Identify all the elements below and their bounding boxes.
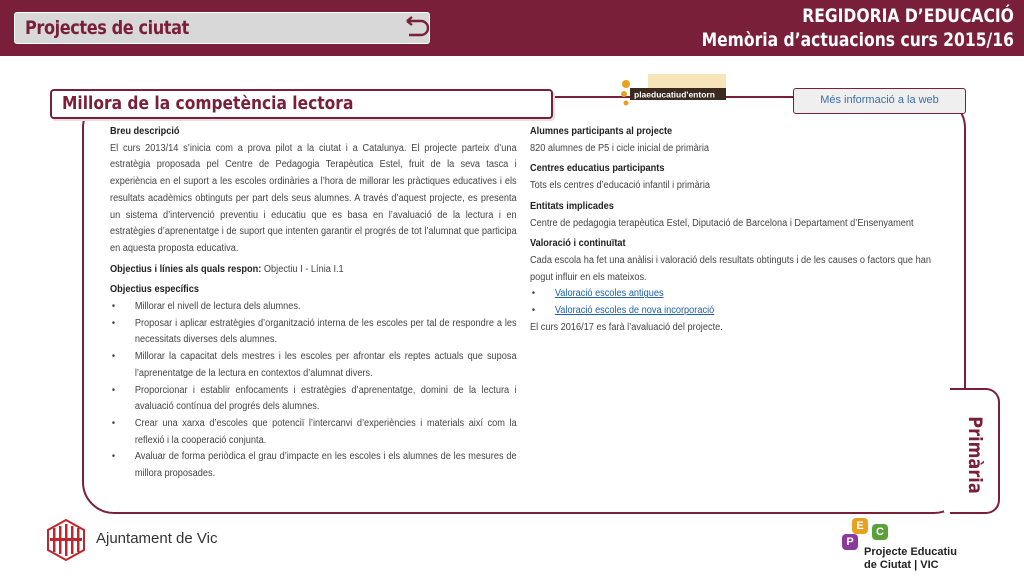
objectives-line	[110, 262, 517, 279]
return-arrow-icon[interactable]	[401, 15, 431, 43]
description-text: El curs 2013/14 s’inicia com a prova pilot a la ciutat i a Catalunya. El projecte parteix d’una estratègia proposada pel Centre de Pedagogia Terapèutica Estel, fruit de la seva tasca i experiència en el suport a les escoles ordinàries a l’hora de millorar les pràctiques educatives i els resultats acadèmics obtinguts per part dels seus alumnes. A través d’aquest projecte, es presenta un sistema d’intervenció preventiu i educatiu que es basa en l’avaluació de la lectura i en estratègies d’aprenentatge i de suport que intenten garantir el progrés de tot l’alumnat que participa en aquesta proposta educativa.	[110, 142, 517, 254]
side-tab-label-box	[962, 416, 988, 494]
list-item: • Avaluar de forma periòdica el grau d’impacte en les escoles i els alumnes de les mesures de millora proposades.	[110, 449, 517, 482]
valuation-text: Cada escola ha fet una anàlisi i valoració dels resultats obtinguts i de les causes o factors que han pogut influir en els mateixos.	[530, 254, 931, 283]
specific-objectives-list	[110, 299, 517, 483]
link-item	[530, 286, 935, 303]
org-name: REGIDORIA D’EDUCACIÓ	[802, 5, 1014, 27]
pec-logo	[838, 516, 988, 574]
left-column	[110, 124, 517, 483]
specific-objectives-heading: Objectius específics	[110, 284, 199, 296]
entities-text: Centre de pedagogia terapèutica Estel, Diputació de Barcelona i Departament d’Ensenyament	[530, 217, 914, 229]
projects-title-box	[14, 12, 430, 44]
pec-text	[864, 546, 957, 572]
entities-heading: Entitats implicades	[530, 200, 614, 212]
new-schools-link[interactable]: Valoració escoles de nova incorporació	[554, 305, 715, 317]
pec-letter-c: C	[872, 524, 888, 540]
pec-letter-e: E	[852, 518, 868, 534]
objectives-value: Objectiu I - Línia I.1	[263, 263, 344, 275]
participants-heading: Alumnes participants al projecte	[530, 126, 673, 137]
pec-letter-p: P	[842, 534, 858, 550]
link-item	[530, 303, 935, 320]
description-heading: Breu descripció	[110, 126, 180, 137]
side-tab-label: Primària	[964, 416, 986, 494]
closing-text: El curs 2016/17 es farà l’avaluació del projecte.	[530, 321, 723, 333]
more-info-web-link[interactable]: Més informació a la web	[793, 88, 966, 114]
list-item: • Millorar el nivell de lectura dels alumnes.	[110, 299, 517, 316]
pec-line1: Projecte Educatiu	[864, 546, 957, 558]
list-item: • Crear una xarxa d’escoles que potenciï l’intercanvi d’experiències i materials així com la reflexió i la cooperació conjunta.	[110, 416, 517, 449]
report-subtitle: Memòria d’actuacions curs 2015/16	[701, 29, 1014, 51]
vic-shield-icon	[44, 518, 88, 562]
page-title: Projectes de ciutat	[25, 17, 189, 39]
pec-line2: de Ciutat | VIC	[864, 559, 939, 571]
list-item: • Millorar la capacitat dels mestres i les escoles per afrontar els reptes actuals que suposa l’aprenentatge de la lectura en contextos d’alumnat divers.	[110, 349, 517, 382]
list-item: • Proposar i aplicar estratègies d’organització interna de les escoles per tal de respondre a les necessitats diverses dels alumnes.	[110, 316, 517, 349]
centres-heading: Centres educatius participants	[530, 163, 665, 175]
objectives-label: Objectius i línies als quals respon:	[110, 263, 262, 275]
section-title-box	[50, 89, 553, 119]
side-tab-join	[944, 390, 956, 512]
header-org-block	[702, 4, 1014, 52]
valuation-links	[530, 286, 935, 319]
participants-text: 820 alumnes de P5 i cicle inicial de primària	[530, 142, 709, 154]
pla-educatiu-logo	[614, 72, 732, 112]
right-column	[530, 124, 935, 336]
centres-text: Tots els centres d’educació infantil i primària	[530, 180, 711, 192]
section-title: Millora de la competència lectora	[62, 93, 354, 114]
old-schools-link[interactable]: Valoració escoles antigues	[554, 288, 664, 300]
ajuntament-logo	[44, 518, 244, 562]
pla-logo-text: plaeducatiud'entorn	[634, 89, 715, 100]
valuation-heading: Valoració i continuïtat	[530, 238, 626, 250]
ajuntament-name: Ajuntament de Vic	[96, 530, 218, 547]
list-item: • Proporcionar i establir enfocaments i estratègies d’aprenentatge, domini de la lectura i avaluació contínua del progrés dels alumnes.	[110, 383, 517, 416]
